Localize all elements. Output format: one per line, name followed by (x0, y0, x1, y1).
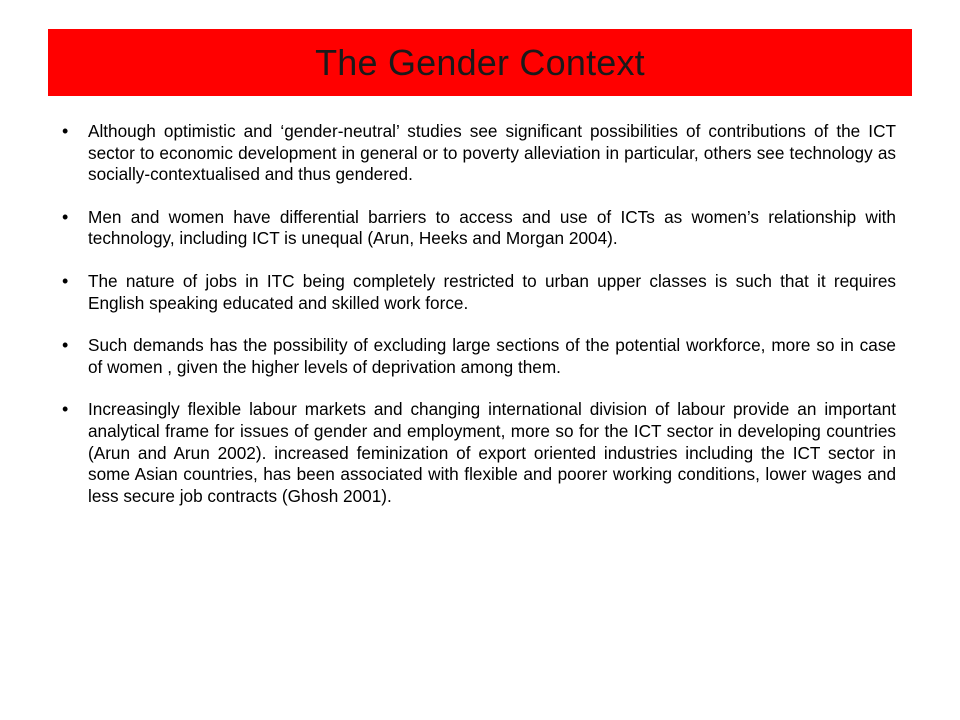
bullet-text: Although optimistic and ‘gender-neutral’ studies see significant possibilities of contributions of the ICT sector to economic development in general or to poverty alleviation in particular, others see technology as socially-contextualised and thus gendered. (88, 121, 896, 185)
bullet-dot-icon: • (62, 335, 69, 356)
bullet-dot-icon: • (62, 270, 69, 291)
bullet-dot-icon: • (62, 399, 69, 420)
bullet-item (62, 121, 896, 186)
bullet-item (62, 207, 896, 250)
bullet-dot-icon: • (62, 206, 69, 227)
bullet-text: Increasingly flexible labour markets and changing international division of labour provide an important analytical frame for issues of gender and employment, more so for the ICT sector in developing countries (Arun and Arun 2002). increased feminization of export oriented industries including the ICT sector in some Asian countries, has been associated with flexible and poorer working conditions, lower wages and less secure job contracts (Ghosh 2001). (88, 399, 896, 506)
bullet-item (62, 271, 896, 314)
bullet-text: The nature of jobs in ITC being completely restricted to urban upper classes is such that it requires English speaking educated and skilled work force. (88, 270, 896, 313)
bullet-text: Men and women have differential barriers to access and use of ICTs as women’s relationship with technology, including ICT is unequal (Arun, Heeks and Morgan 2004). (88, 206, 896, 249)
bullet-item (62, 399, 896, 507)
bullet-dot-icon: • (62, 121, 69, 141)
slide-title: The Gender Context (315, 41, 645, 83)
slide-title-bar (48, 29, 912, 96)
bullet-list (62, 121, 896, 507)
slide-body (62, 121, 896, 528)
bullet-item (62, 335, 896, 378)
bullet-text: Such demands has the possibility of excluding large sections of the potential workforce, more so in case of women , given the higher levels of deprivation among them. (88, 335, 896, 377)
